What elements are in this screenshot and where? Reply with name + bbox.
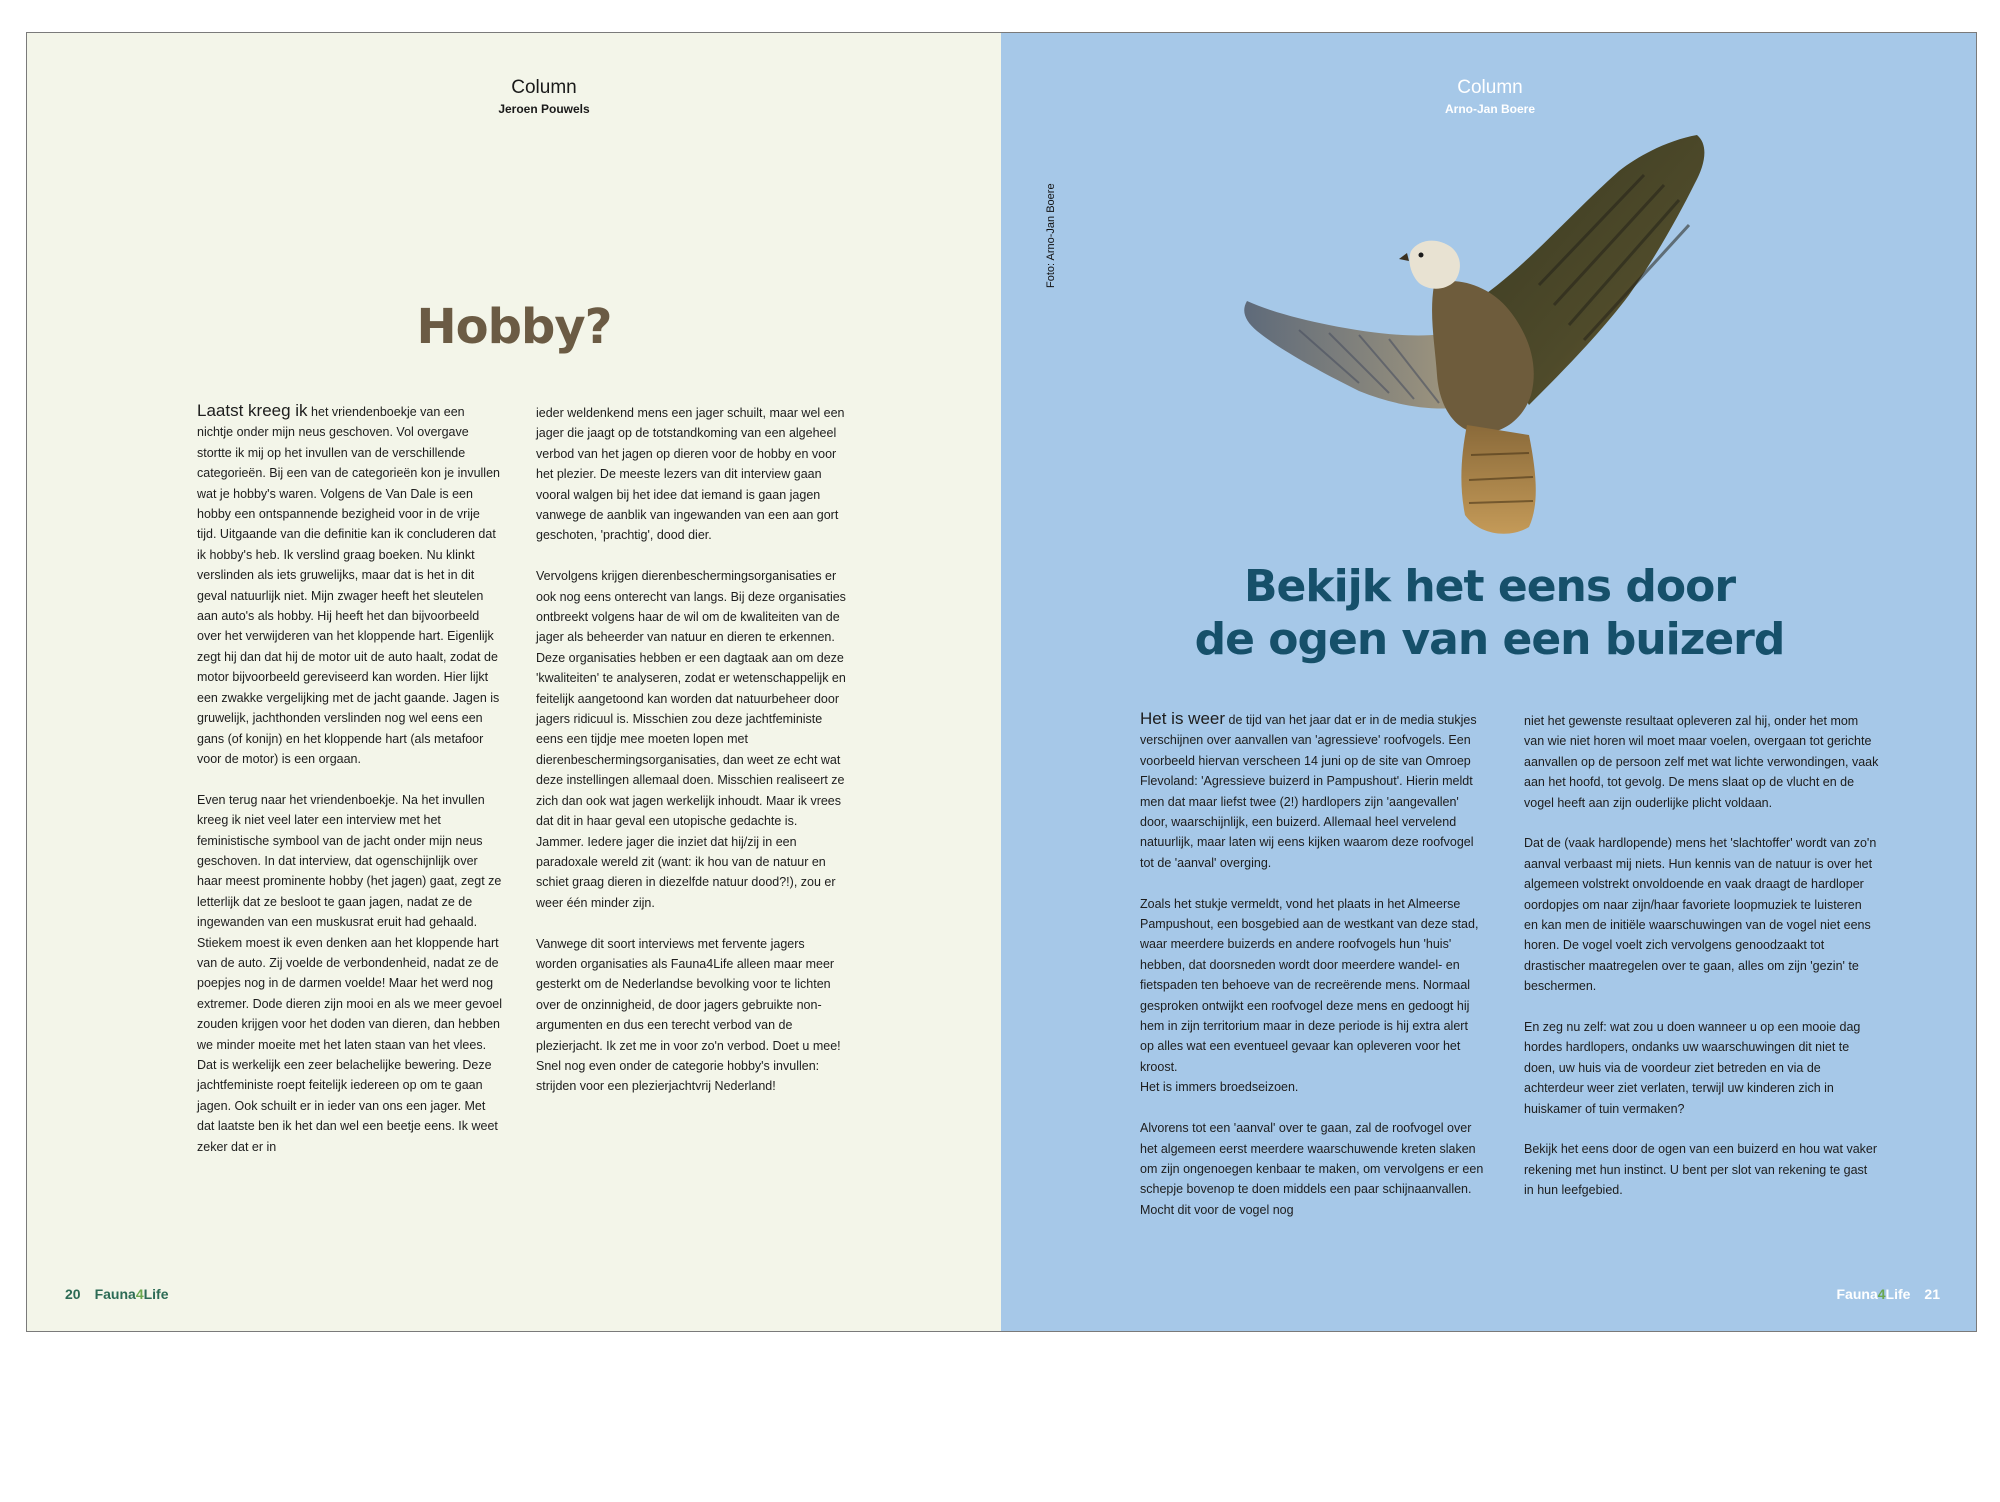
right-article-title bbox=[1001, 560, 1977, 666]
photo-credit: Foto: Arno-Jan Boere bbox=[1045, 183, 1057, 288]
left-footer bbox=[65, 1286, 169, 1302]
left-column-header bbox=[344, 77, 744, 117]
right-footer bbox=[1837, 1286, 1941, 1302]
right-col1-para-1: de tijd van het jaar dat er in de media stukjes verschijnen over aanvallen van 'agressieve' roofvogels. Een voorbeeld hiervan verscheen 14 juni op de site van Omroep Flevoland: 'Agressieve buizerd in Pampushout'. Hierin meldt men dat maar liefst twee (2!) hardlopers zijn 'aangevallen' door, waarschijnlijk, een buizerd. Allemaal heel vervelend natuurlijk, maar laten wij eens kijken waarom deze roofvogel tot de 'aanval' overging. bbox=[1140, 713, 1477, 870]
brand-part-b: Life bbox=[1885, 1286, 1911, 1302]
right-col2-para-1: niet het gewenste resultaat opleveren zal hij, onder het mom van wie niet horen wil moet maar voelen, overgaan tot gerichte aanvallen op de persoon zelf met wat lichte verwondingen, vaak aan het hoofd, tot gevolg. De mens slaat op de vlucht en de vogel heeft aan zijn ouderlijke plicht voldaan. bbox=[1524, 714, 1879, 810]
right-author: Arno-Jan Boere bbox=[1444, 102, 1536, 116]
brand-part-b: Life bbox=[143, 1286, 169, 1302]
right-text-column-1 bbox=[1140, 709, 1485, 1241]
left-text-column-1 bbox=[197, 401, 502, 1177]
buzzard-photo bbox=[1239, 135, 1769, 543]
left-text-column-2 bbox=[536, 403, 846, 1117]
brand-part-a: Fauna bbox=[94, 1286, 136, 1302]
left-col1-para-1: het vriendenboekje van een nichtje onder mijn neus geschoven. Vol overgave stortte ik mij op het invullen van de verschillende categorieën. Bij een van de categorieën kon je invullen wat je hobby's waren. Volgens de Van Dale is een hobby een ontspannende bezigheid voor in de vrije tijd. Uitgaande van die definitie kan ik concluderen dat ik hobby's heb. Ik verslind graag boeken. Nu klinkt verslinden als iets gruwelijks, maar dat is het in dit geval natuurlijk niet. Mijn zwager heeft het sleutelen aan auto's als hobby. Hij heeft het dan bijvoorbeeld over het verwijderen van het kloppende hart. Eigenlijk zegt hij dan dat hij de motor uit de auto haalt, zodat de motor bijvoorbeeld gereviseerd kan worden. Hier lijkt een zwakke vergelijking met de jacht gaande. Jagen is gruwelijk, jachthonden verslinden nog wel eens een gans (of konijn) en het kloppende hart (als metafoor voor de motor) is een orgaan. bbox=[197, 405, 500, 766]
left-col2-para-1: ieder weldenkend mens een jager schuilt, maar wel een jager die jaagt op de totstandkoming van een algeheel verbod van het jagen op dieren voor de hobby en voor het plezier. De meeste lezers van dit interview gaan vooral walgen bij het idee dat iemand is gaan jagen vanwege de aanblik van ingewanden van een aan gort geschoten, 'prachtig', dood dier. bbox=[536, 406, 845, 543]
right-column-header bbox=[1290, 77, 1690, 117]
right-text-column-2 bbox=[1524, 711, 1879, 1221]
right-col2-para-3: En zeg nu zelf: wat zou u doen wanneer u op een mooie dag hordes hardlopers, ondanks uw waarschuwingen dit niet te doen, uw huis via de voordeur ziet betreden en via de achterdeur weer ziet verlaten, terwijl uw kinderen zich in huiskamer of tuin vermaken? bbox=[1524, 1020, 1861, 1116]
right-col1-para-2: Zoals het stukje vermeldt, vond het plaats in het Almeerse Pampushout, een bosgebied aan de westkant van deze stad, waar meerdere buizerds en andere roofvogels hun 'huis' hebben, dat doorsneden wordt door meerdere wandel- en fietspaden ten behoeve van de recreërende mens. Normaal gesproken ontwijkt een roofvogel deze mens en gedoogt hij hem in zijn territorium maar in deze periode is hij extra alert op alles wat een eventueel gevaar kan opleveren voor het kroost. Het is immers broedseizoen. bbox=[1140, 896, 1479, 1095]
right-col2-para-2: Dat de (vaak hardlopende) mens het 'slachtoffer' wordt van zo'n aanval verbaast mij niets. Hun kennis van de natuur is over het algemeen volstrekt onvoldoende en vaak draagt de hardloper oordopjes om naar zijn/haar favoriete loopmuziek te luisteren en kan men de initiële waarschuwingen van de vogel niet eens horen. De vogel voelt zich vervolgens genoodzaakt tot drastischer maatregelen over te gaan, alles om zijn 'gezin' te beschermen. bbox=[1524, 836, 1877, 994]
right-lead-in: Het is weer bbox=[1140, 709, 1226, 728]
right-section-label: Column bbox=[1457, 77, 1523, 98]
left-col2-para-3: Vanwege dit soort interviews met fervente jagers worden organisaties als Fauna4Life alleen maar meer gesterkt om de Nederlandse bevolking voor te lichten over de onzinnigheid, de door jagers gebruikte non-argumenten en dus een terecht verbod van de plezierjacht. Ik zet me in voor zo'n verbod. Doet u mee! Snel nog even onder de categorie hobby's invullen: strijden voor een plezierjachtvrij Nederland! bbox=[536, 936, 841, 1094]
bird-head bbox=[1409, 241, 1460, 289]
left-page bbox=[27, 33, 1001, 1331]
left-col2-para-2: Vervolgens krijgen dierenbeschermingsorganisaties er ook nog eens onterecht van langs. Bij deze organisaties ontbreekt volgens haar de wil om de kwaliteiten van de jager als beheerder van natuur en dieren te erkennen. Deze organisaties hebben er een dagtaak aan om deze 'kwaliteiten' te analyseren, zodat er wetenschappelijk en feitelijk aangetoond kan worden dat natuurbeheer door jagers ridicuul is. Misschien zou deze jachtfeministe eens een tijdje mee moeten lopen met dierenbeschermingsorganisaties, dan weet ze echt wat deze instellingen allemaal doen. Misschien realiseert ze zich dan ook wat jagen werkelijk inhoudt. Maar ik vrees dat dit in haar geval een utopische gedachte is. Jammer. Iedere jager die inziet dat hij/zij in een paradoxale wereld zit (want: ik hou van de natuur en schiet graag dieren in diezelfde natuur dood?!), zou er weer één minder zijn. bbox=[536, 569, 846, 910]
left-brand bbox=[95, 1286, 169, 1302]
brand-number: 4 bbox=[1877, 1286, 1886, 1302]
right-title-line-2: de ogen van een buizerd bbox=[1194, 614, 1785, 665]
left-author: Jeroen Pouwels bbox=[498, 102, 590, 116]
left-section-label: Column bbox=[511, 77, 577, 98]
right-col2-para-4: Bekijk het eens door de ogen van een buizerd en hou wat vaker rekening met hun instinct. U bent per slot van rekening te gast in hun leefgebied. bbox=[1524, 1142, 1878, 1198]
magazine-spread bbox=[26, 32, 1977, 1332]
left-col1-para-2: Even terug naar het vriendenboekje. Na het invullen kreeg ik niet veel later een interview met het feministische symbool van de jacht onder mijn neus geschoven. In dat interview, dat ogenschijnlijk over haar meest prominente hobby (het jagen) gaat, zegt ze letterlijk dat ze besloot te gaan jagen, nadat ze de ingewanden van een muskusrat eruit had gehaald. Stiekem moest ik even denken aan het kloppende hart van de auto. Zij voelde de verbondenheid, nadat ze de poepjes nog in de darmen voelde! Maar het werd nog extremer. Dode dieren zijn mooi en als we meer gevoel zouden krijgen voor het doden van dieren, dan hebben we minder moeite met het laten staan van het vlees. Dat is werkelijk een zeer belachelijke bewering. Deze jachtfeministe roept feitelijk iedereen op om te gaan jagen. Ook schuilt er in ieder van ons een jager. Met dat laatste ben ik het dan wel een beetje eens. Ik weet zeker dat er in bbox=[197, 792, 503, 1154]
right-page-number: 21 bbox=[1924, 1286, 1940, 1302]
brand-number: 4 bbox=[135, 1286, 144, 1302]
right-page bbox=[1001, 33, 1977, 1331]
left-article-title: Hobby? bbox=[416, 299, 612, 355]
left-lead-in: Laatst kreeg ik bbox=[197, 401, 308, 420]
right-col1-para-3: Alvorens tot een 'aanval' over te gaan, zal de roofvogel over het algemeen eerst meerdere waarschuwende kreten slaken om zijn ongenoegen kenbaar te maken, om vervolgens er een schepje bovenop te doen middels een paar schijnaanvallen. Mocht dit voor de vogel nog bbox=[1140, 1121, 1484, 1217]
right-brand bbox=[1837, 1286, 1911, 1302]
brand-part-a: Fauna bbox=[1836, 1286, 1878, 1302]
right-title-line-1: Bekijk het eens door bbox=[1243, 561, 1736, 612]
left-page-number: 20 bbox=[65, 1286, 81, 1302]
